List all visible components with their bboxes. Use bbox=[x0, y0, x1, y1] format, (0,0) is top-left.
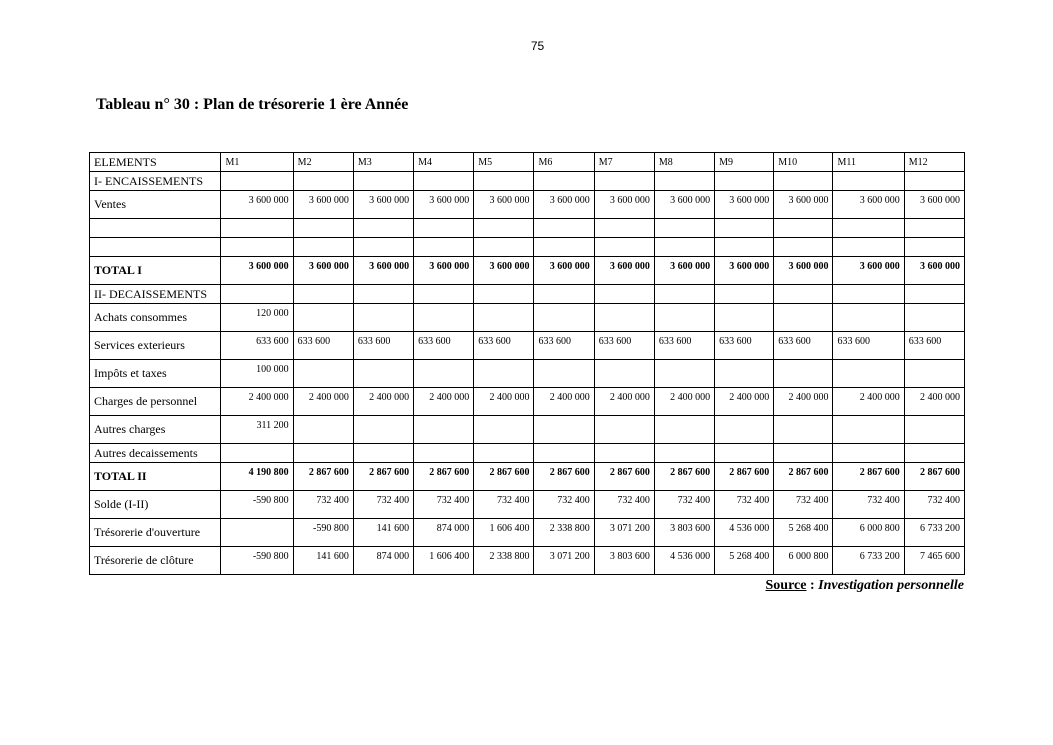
table-row bbox=[90, 491, 965, 519]
table-cell: 3 600 000 bbox=[654, 191, 714, 219]
table-row bbox=[90, 463, 965, 491]
table-cell bbox=[534, 238, 594, 257]
table-cell: -590 800 bbox=[221, 547, 293, 575]
table-cell: 4 536 000 bbox=[654, 547, 714, 575]
table-cell: 2 867 600 bbox=[293, 463, 353, 491]
table-cell: 633 600 bbox=[594, 332, 654, 360]
table-cell: 3 600 000 bbox=[774, 191, 833, 219]
table-cell: 2 867 600 bbox=[715, 463, 774, 491]
table-cell: 2 400 000 bbox=[654, 388, 714, 416]
table-cell bbox=[833, 360, 904, 388]
table-cell bbox=[293, 416, 353, 444]
table-cell: 6 733 200 bbox=[833, 547, 904, 575]
table-cell: 3 600 000 bbox=[534, 191, 594, 219]
table-cell bbox=[774, 416, 833, 444]
row-label: Charges de personnel bbox=[90, 388, 221, 416]
table-cell: 3 600 000 bbox=[414, 257, 474, 285]
table-row bbox=[90, 172, 965, 191]
table-cell bbox=[774, 304, 833, 332]
table-cell bbox=[715, 416, 774, 444]
table-cell: 2 867 600 bbox=[474, 463, 534, 491]
table-cell: 633 600 bbox=[474, 332, 534, 360]
table-cell: 3 600 000 bbox=[474, 257, 534, 285]
table-cell bbox=[353, 219, 413, 238]
table-cell: 1 606 400 bbox=[474, 519, 534, 547]
table-cell: 2 400 000 bbox=[221, 388, 293, 416]
source-label: Source bbox=[765, 578, 807, 593]
table-cell bbox=[904, 219, 964, 238]
row-label: Services exterieurs bbox=[90, 332, 221, 360]
table-cell bbox=[774, 444, 833, 463]
table-cell: 732 400 bbox=[904, 491, 964, 519]
table-cell: 6 000 800 bbox=[833, 519, 904, 547]
table-cell: 6 733 200 bbox=[904, 519, 964, 547]
table-row bbox=[90, 238, 965, 257]
table-cell: 4 536 000 bbox=[715, 519, 774, 547]
header-m9: M9 bbox=[715, 153, 774, 172]
table-cell: 732 400 bbox=[833, 491, 904, 519]
table-cell bbox=[474, 416, 534, 444]
table-cell bbox=[904, 285, 964, 304]
table-cell bbox=[534, 285, 594, 304]
table-cell bbox=[293, 172, 353, 191]
page-number: 75 bbox=[530, 39, 545, 53]
table-cell: 633 600 bbox=[654, 332, 714, 360]
table-cell bbox=[221, 219, 293, 238]
row-label: Solde (I-II) bbox=[90, 491, 221, 519]
header-m8: M8 bbox=[654, 153, 714, 172]
table-cell bbox=[594, 285, 654, 304]
table-row bbox=[90, 416, 965, 444]
table-cell bbox=[904, 416, 964, 444]
table-cell: 3 803 600 bbox=[654, 519, 714, 547]
table-cell bbox=[414, 238, 474, 257]
table-cell bbox=[353, 416, 413, 444]
table-cell bbox=[534, 219, 594, 238]
table-cell: -590 800 bbox=[293, 519, 353, 547]
table-cell: 2 400 000 bbox=[353, 388, 413, 416]
table-cell: 3 600 000 bbox=[474, 191, 534, 219]
header-m10: M10 bbox=[774, 153, 833, 172]
table-cell: 2 338 800 bbox=[474, 547, 534, 575]
source-value: Investigation personnelle bbox=[818, 578, 964, 593]
row-label: I- ENCAISSEMENTS bbox=[90, 172, 221, 191]
table-cell: 3 071 200 bbox=[534, 547, 594, 575]
table-title: Tableau n° 30 : Plan de trésorerie 1 ère Année bbox=[96, 96, 409, 113]
table-cell bbox=[715, 172, 774, 191]
table-cell: 3 600 000 bbox=[715, 191, 774, 219]
table-cell bbox=[715, 360, 774, 388]
row-label: Autres decaissements bbox=[90, 444, 221, 463]
table-cell: 2 400 000 bbox=[833, 388, 904, 416]
table-cell: 633 600 bbox=[293, 332, 353, 360]
table-cell: 2 867 600 bbox=[654, 463, 714, 491]
table-cell: 2 867 600 bbox=[353, 463, 413, 491]
table-cell bbox=[414, 416, 474, 444]
table-cell bbox=[534, 416, 594, 444]
table-row bbox=[90, 332, 965, 360]
table-row bbox=[90, 191, 965, 219]
table-cell bbox=[414, 444, 474, 463]
table-cell: 874 000 bbox=[414, 519, 474, 547]
row-label: Trésorerie d'ouverture bbox=[90, 519, 221, 547]
table-cell bbox=[594, 444, 654, 463]
table-cell bbox=[715, 285, 774, 304]
table-cell bbox=[414, 285, 474, 304]
table-cell: 3 600 000 bbox=[293, 191, 353, 219]
table-cell bbox=[474, 285, 534, 304]
row-label: Achats consommes bbox=[90, 304, 221, 332]
table-cell: 2 867 600 bbox=[414, 463, 474, 491]
source-note bbox=[0, 578, 964, 594]
table-cell: 2 400 000 bbox=[534, 388, 594, 416]
table-cell bbox=[534, 172, 594, 191]
row-label: II- DECAISSEMENTS bbox=[90, 285, 221, 304]
table-cell: 3 600 000 bbox=[293, 257, 353, 285]
table-cell: 2 867 600 bbox=[833, 463, 904, 491]
table-cell bbox=[293, 238, 353, 257]
table-cell: 3 600 000 bbox=[833, 257, 904, 285]
header-m12: M12 bbox=[904, 153, 964, 172]
table-cell: 732 400 bbox=[654, 491, 714, 519]
table-cell bbox=[654, 219, 714, 238]
table-cell: 2 867 600 bbox=[594, 463, 654, 491]
table-cell: 141 600 bbox=[353, 519, 413, 547]
table-cell bbox=[833, 219, 904, 238]
row-label: Autres charges bbox=[90, 416, 221, 444]
header-m4: M4 bbox=[414, 153, 474, 172]
table-cell: 2 867 600 bbox=[904, 463, 964, 491]
table-row bbox=[90, 519, 965, 547]
table-row bbox=[90, 285, 965, 304]
table-cell: 2 867 600 bbox=[534, 463, 594, 491]
table-cell: 2 400 000 bbox=[293, 388, 353, 416]
table-cell: 633 600 bbox=[353, 332, 413, 360]
header-m2: M2 bbox=[293, 153, 353, 172]
table-row bbox=[90, 444, 965, 463]
table-cell: 3 600 000 bbox=[221, 257, 293, 285]
table-cell bbox=[715, 238, 774, 257]
table-cell: 3 600 000 bbox=[594, 257, 654, 285]
header-m6: M6 bbox=[534, 153, 594, 172]
table-cell bbox=[221, 444, 293, 463]
table-cell bbox=[474, 444, 534, 463]
table-cell bbox=[594, 360, 654, 388]
table-cell: 732 400 bbox=[594, 491, 654, 519]
table-cell bbox=[654, 416, 714, 444]
table-cell bbox=[353, 238, 413, 257]
table-cell: 2 400 000 bbox=[715, 388, 774, 416]
table-cell: 120 000 bbox=[221, 304, 293, 332]
table-cell bbox=[904, 304, 964, 332]
table-cell: 3 600 000 bbox=[221, 191, 293, 219]
table-cell bbox=[534, 360, 594, 388]
table-cell: 2 400 000 bbox=[474, 388, 534, 416]
table-cell: 3 071 200 bbox=[594, 519, 654, 547]
row-label bbox=[90, 219, 221, 238]
table-cell: 5 268 400 bbox=[774, 519, 833, 547]
table-row bbox=[90, 547, 965, 575]
table-cell bbox=[774, 285, 833, 304]
table-cell: 732 400 bbox=[293, 491, 353, 519]
table-cell bbox=[654, 360, 714, 388]
table-cell: 5 268 400 bbox=[715, 547, 774, 575]
table-cell bbox=[474, 172, 534, 191]
table-row bbox=[90, 257, 965, 285]
table-cell: 633 600 bbox=[774, 332, 833, 360]
table-cell: 633 600 bbox=[715, 332, 774, 360]
table-cell: 3 600 000 bbox=[774, 257, 833, 285]
table-cell: -590 800 bbox=[221, 491, 293, 519]
table-cell bbox=[474, 219, 534, 238]
table-cell bbox=[474, 304, 534, 332]
table-cell: 633 600 bbox=[414, 332, 474, 360]
table-cell: 100 000 bbox=[221, 360, 293, 388]
table-cell bbox=[474, 238, 534, 257]
table-cell: 2 400 000 bbox=[904, 388, 964, 416]
table-cell: 1 606 400 bbox=[414, 547, 474, 575]
table-cell bbox=[353, 360, 413, 388]
table-cell: 6 000 800 bbox=[774, 547, 833, 575]
table-cell bbox=[654, 238, 714, 257]
table-cell bbox=[594, 238, 654, 257]
table-cell: 3 600 000 bbox=[353, 257, 413, 285]
table-cell: 311 200 bbox=[221, 416, 293, 444]
header-m5: M5 bbox=[474, 153, 534, 172]
table-cell bbox=[594, 416, 654, 444]
table-cell: 3 600 000 bbox=[353, 191, 413, 219]
header-m3: M3 bbox=[353, 153, 413, 172]
table-cell bbox=[833, 172, 904, 191]
table-cell: 633 600 bbox=[221, 332, 293, 360]
table-row bbox=[90, 304, 965, 332]
table-cell: 3 600 000 bbox=[904, 191, 964, 219]
table-cell bbox=[715, 219, 774, 238]
table-cell: 2 400 000 bbox=[414, 388, 474, 416]
table-cell: 3 600 000 bbox=[594, 191, 654, 219]
table-cell bbox=[904, 238, 964, 257]
table-cell: 732 400 bbox=[534, 491, 594, 519]
table-row bbox=[90, 219, 965, 238]
table-cell bbox=[654, 285, 714, 304]
table-cell: 3 600 000 bbox=[833, 191, 904, 219]
table-cell: 3 600 000 bbox=[534, 257, 594, 285]
table-cell bbox=[654, 304, 714, 332]
table-cell: 7 465 600 bbox=[904, 547, 964, 575]
table-cell: 732 400 bbox=[414, 491, 474, 519]
table-cell bbox=[594, 219, 654, 238]
table-cell: 874 000 bbox=[353, 547, 413, 575]
table-cell bbox=[221, 172, 293, 191]
table-cell bbox=[904, 444, 964, 463]
header-elements: ELEMENTS bbox=[90, 153, 221, 172]
table-cell bbox=[833, 238, 904, 257]
header-m11: M11 bbox=[833, 153, 904, 172]
table-header-row bbox=[90, 153, 965, 172]
treasury-plan-table bbox=[89, 152, 965, 575]
table-cell bbox=[715, 304, 774, 332]
table-cell bbox=[221, 519, 293, 547]
header-m7: M7 bbox=[594, 153, 654, 172]
table-cell: 633 600 bbox=[534, 332, 594, 360]
table-cell bbox=[293, 304, 353, 332]
table-cell: 3 600 000 bbox=[715, 257, 774, 285]
table-cell bbox=[833, 416, 904, 444]
table-cell bbox=[833, 285, 904, 304]
row-label: Impôts et taxes bbox=[90, 360, 221, 388]
header-m1: M1 bbox=[221, 153, 293, 172]
table-cell bbox=[594, 172, 654, 191]
table-cell bbox=[594, 304, 654, 332]
table-cell bbox=[534, 444, 594, 463]
table-cell bbox=[293, 360, 353, 388]
table-cell bbox=[221, 238, 293, 257]
table-cell bbox=[654, 444, 714, 463]
table-cell bbox=[353, 444, 413, 463]
table-cell bbox=[904, 172, 964, 191]
table-cell: 732 400 bbox=[715, 491, 774, 519]
table-cell bbox=[474, 360, 534, 388]
table-cell: 3 600 000 bbox=[414, 191, 474, 219]
table-cell: 2 400 000 bbox=[594, 388, 654, 416]
table-cell bbox=[774, 219, 833, 238]
row-label bbox=[90, 238, 221, 257]
table-cell: 4 190 800 bbox=[221, 463, 293, 491]
table-cell: 732 400 bbox=[353, 491, 413, 519]
table-cell: 732 400 bbox=[774, 491, 833, 519]
table-cell bbox=[774, 172, 833, 191]
table-cell: 2 338 800 bbox=[534, 519, 594, 547]
table-cell: 141 600 bbox=[293, 547, 353, 575]
table-cell bbox=[414, 172, 474, 191]
row-label: TOTAL I bbox=[90, 257, 221, 285]
table-cell: 3 600 000 bbox=[904, 257, 964, 285]
table-cell bbox=[293, 444, 353, 463]
table-cell bbox=[293, 219, 353, 238]
table-cell bbox=[353, 285, 413, 304]
table-cell bbox=[774, 360, 833, 388]
table-row bbox=[90, 360, 965, 388]
table-cell: 732 400 bbox=[474, 491, 534, 519]
table-cell bbox=[353, 172, 413, 191]
table-cell bbox=[715, 444, 774, 463]
table-cell bbox=[833, 444, 904, 463]
table-cell bbox=[904, 360, 964, 388]
table-cell bbox=[293, 285, 353, 304]
table-cell: 633 600 bbox=[904, 332, 964, 360]
table-cell bbox=[534, 304, 594, 332]
table-cell: 3 600 000 bbox=[654, 257, 714, 285]
table-cell bbox=[414, 304, 474, 332]
table-cell: 2 867 600 bbox=[774, 463, 833, 491]
table-cell bbox=[221, 285, 293, 304]
table-cell bbox=[833, 304, 904, 332]
table-cell bbox=[654, 172, 714, 191]
table-cell bbox=[414, 360, 474, 388]
row-label: Trésorerie de clôture bbox=[90, 547, 221, 575]
table-cell bbox=[414, 219, 474, 238]
table-cell bbox=[353, 304, 413, 332]
table-row bbox=[90, 388, 965, 416]
row-label: TOTAL II bbox=[90, 463, 221, 491]
row-label: Ventes bbox=[90, 191, 221, 219]
table-cell: 2 400 000 bbox=[774, 388, 833, 416]
source-separator: : bbox=[806, 578, 819, 593]
table-cell bbox=[774, 238, 833, 257]
table-cell: 3 803 600 bbox=[594, 547, 654, 575]
table-cell: 633 600 bbox=[833, 332, 904, 360]
